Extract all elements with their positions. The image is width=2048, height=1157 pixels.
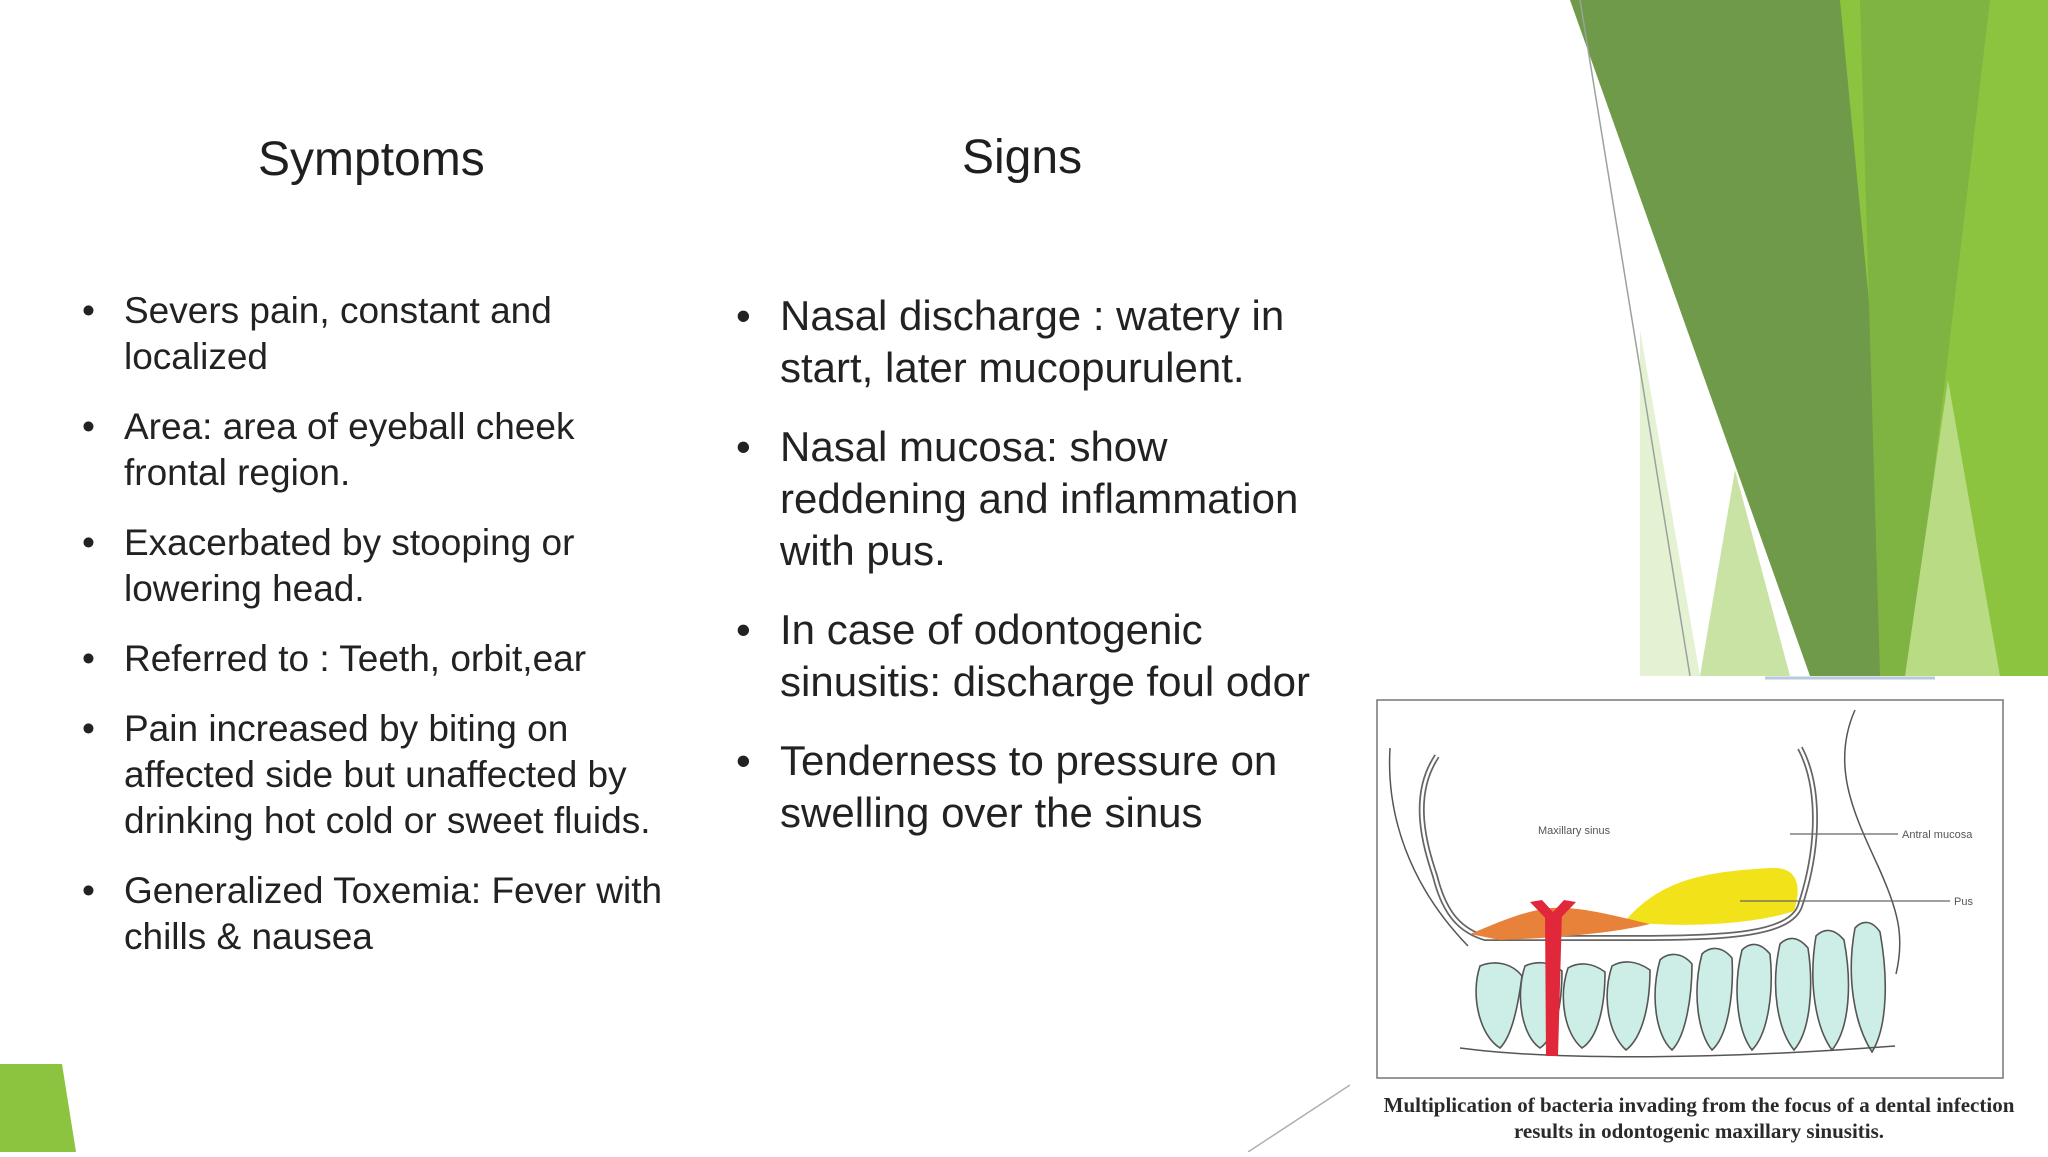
- sign-line: • Nasal discharge : watery in: [780, 292, 1285, 339]
- symptom-line: • Referred to : Teeth, orbit,ear: [124, 638, 587, 679]
- label-pus: Pus: [1954, 896, 1973, 908]
- signs-heading: Signs: [962, 131, 1083, 184]
- symptom-line: frontal region.: [124, 452, 351, 493]
- teeth-row: [1476, 922, 1885, 1052]
- sign-line: with pus.: [780, 527, 946, 574]
- label-antral-mucosa: Antral mucosa: [1902, 829, 1973, 841]
- tooth: [1813, 930, 1849, 1050]
- deco-thin-line-bottom: [1248, 1085, 1350, 1152]
- symptom-item: [124, 288, 704, 380]
- sign-line: • Tenderness to pressure on: [780, 737, 1278, 784]
- symptom-item: [124, 706, 704, 844]
- tooth: [1655, 954, 1692, 1050]
- symptom-line: • Exacerbated by stooping or: [124, 522, 575, 563]
- caption-line: results in odontogenic maxillary sinusitis.: [1513, 1119, 1885, 1143]
- symptoms-list: [124, 288, 704, 984]
- sign-line: • In case of odontogenic: [780, 606, 1203, 653]
- symptom-line: • Area: area of eyeball cheek: [124, 406, 575, 447]
- tooth: [1697, 948, 1732, 1050]
- tooth: [1776, 938, 1811, 1050]
- sign-line: reddening and inflammation: [780, 475, 1299, 522]
- symptom-line: lowering head.: [124, 568, 365, 609]
- figure-caption: [1350, 1092, 2048, 1144]
- label-maxillary-sinus: Maxillary sinus: [1538, 825, 1611, 837]
- symptom-item: [124, 636, 704, 682]
- tooth: [1737, 944, 1771, 1050]
- pus-pool: [1625, 868, 1798, 925]
- symptom-line: chills & nausea: [124, 916, 373, 957]
- tooth: [1851, 922, 1885, 1052]
- sign-item: [780, 604, 1340, 708]
- infection-track: [1545, 912, 1562, 1056]
- signs-list: [780, 290, 1340, 866]
- symptom-item: [124, 404, 704, 496]
- symptoms-heading: Symptoms: [258, 133, 485, 186]
- symptom-line: localized: [124, 336, 268, 377]
- sinusitis-illustration: [1350, 676, 2048, 1152]
- symptom-line: drinking hot cold or sweet fluids.: [124, 800, 651, 841]
- caption-line: Multiplication of bacteria invading from the focus of a dental infection: [1383, 1093, 2015, 1117]
- sign-line: • Nasal mucosa: show: [780, 423, 1168, 470]
- sign-line: swelling over the sinus: [780, 789, 1203, 836]
- sinusitis-figure: [1350, 676, 2048, 1152]
- symptom-line: • Severs pain, constant and: [124, 290, 552, 331]
- symptom-line: affected side but unaffected by: [124, 754, 627, 795]
- tooth: [1607, 962, 1650, 1050]
- sign-item: [780, 421, 1340, 577]
- symptom-item: [124, 868, 704, 960]
- tooth: [1563, 964, 1605, 1048]
- sign-item: [780, 735, 1340, 839]
- deco-pale-triangle: [1640, 330, 1700, 676]
- symptom-line: • Pain increased by biting on: [124, 708, 569, 749]
- symptom-item: [124, 520, 704, 612]
- deco-bottom-left-block: [0, 1064, 76, 1152]
- sign-item: [780, 290, 1340, 394]
- symptom-line: • Generalized Toxemia: Fever with: [124, 870, 663, 911]
- sign-line: sinusitis: discharge foul odor: [780, 658, 1310, 705]
- sign-line: start, later mucopurulent.: [780, 344, 1245, 391]
- tooth: [1476, 963, 1522, 1048]
